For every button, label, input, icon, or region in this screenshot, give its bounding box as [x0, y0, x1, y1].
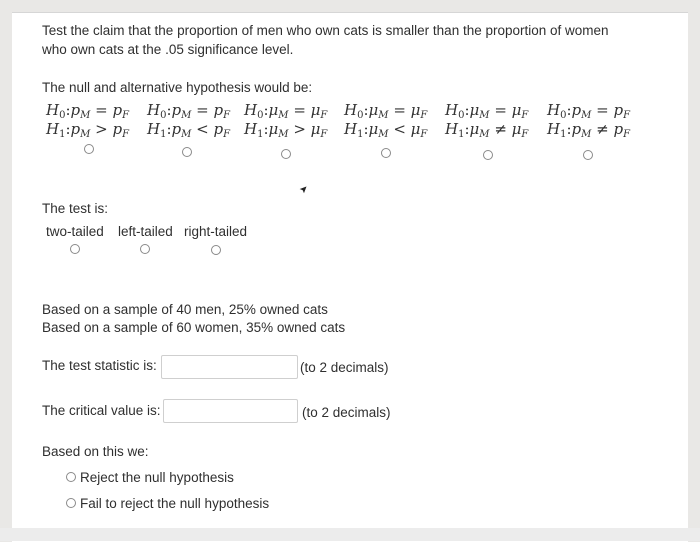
test-statistic-hint: (to 2 decimals) — [300, 360, 389, 375]
test-type-radio-right-tailed[interactable] — [211, 245, 221, 255]
mouse-cursor-icon — [296, 185, 308, 197]
sample-men-text: Based on a sample of 40 men, 25% owned cats — [42, 302, 328, 317]
hypothesis-radio-5[interactable] — [483, 150, 493, 160]
critical-value-input[interactable] — [163, 399, 298, 423]
decision-radio-fail-to-reject[interactable] — [66, 498, 76, 508]
hypothesis-option-4-h1: $H_1:\mu_M < \mu_F$ — [344, 120, 428, 140]
hypothesis-radio-3[interactable] — [281, 149, 291, 159]
question-text-line-1: Test the claim that the proportion of men who own cats is smaller than the proportion of women — [42, 23, 609, 38]
sample-women-text: Based on a sample of 60 women, 35% owned cats — [42, 320, 346, 335]
hypothesis-option-3-h1: $H_1:\mu_M > \mu_F$ — [244, 120, 328, 140]
hypothesis-option-1-h0: $H_0:p_M = p_F$ — [46, 101, 130, 121]
decision-option-fail-to-reject: Fail to reject the null hypothesis — [80, 496, 270, 511]
hypothesis-radio-4[interactable] — [381, 148, 391, 158]
decision-option-reject: Reject the null hypothesis — [80, 470, 234, 485]
hypothesis-option-1-h1: $H_1:p_M > p_F$ — [46, 120, 130, 140]
hypothesis-option-2-h1: $H_1:p_M < p_F$ — [147, 120, 231, 140]
bottom-edge — [0, 528, 700, 541]
test-type-prompt: The test is: — [42, 201, 109, 216]
test-type-option-right-tailed: right-tailed — [184, 224, 248, 239]
hypothesis-option-6-h0: $H_0:p_M = p_F$ — [547, 101, 631, 121]
test-type-option-left-tailed: left-tailed — [118, 224, 173, 239]
decision-prompt: Based on this we: — [42, 444, 149, 459]
hypothesis-option-4-h0: $H_0:\mu_M = \mu_F$ — [344, 101, 428, 121]
decision-radio-reject[interactable] — [66, 472, 76, 482]
critical-value-label: The critical value is: — [42, 403, 161, 418]
hypothesis-radio-1[interactable] — [84, 144, 94, 154]
hypothesis-option-2-h0: $H_0:p_M = p_F$ — [147, 101, 231, 121]
hypothesis-radio-6[interactable] — [583, 150, 593, 160]
hypothesis-option-5-h0: $H_0:\mu_M = \mu_F$ — [445, 101, 529, 121]
question-text-line-2: who own cats at the .05 significance level. — [42, 42, 294, 57]
test-statistic-input[interactable] — [161, 355, 298, 379]
hypothesis-option-5-h1: $H_1:\mu_M \ne \mu_F$ — [445, 120, 529, 140]
test-type-radio-two-tailed[interactable] — [70, 244, 80, 254]
critical-value-hint: (to 2 decimals) — [302, 405, 391, 420]
test-type-radio-left-tailed[interactable] — [140, 244, 150, 254]
hypothesis-radio-2[interactable] — [182, 147, 192, 157]
test-statistic-label: The test statistic is: — [42, 358, 157, 373]
hypothesis-option-6-h1: $H_1:p_M \ne p_F$ — [547, 120, 631, 140]
hypothesis-option-3-h0: $H_0:\mu_M = \mu_F$ — [244, 101, 328, 121]
test-type-option-two-tailed: two-tailed — [46, 224, 104, 239]
hypotheses-prompt: The null and alternative hypothesis would be: — [42, 80, 313, 95]
